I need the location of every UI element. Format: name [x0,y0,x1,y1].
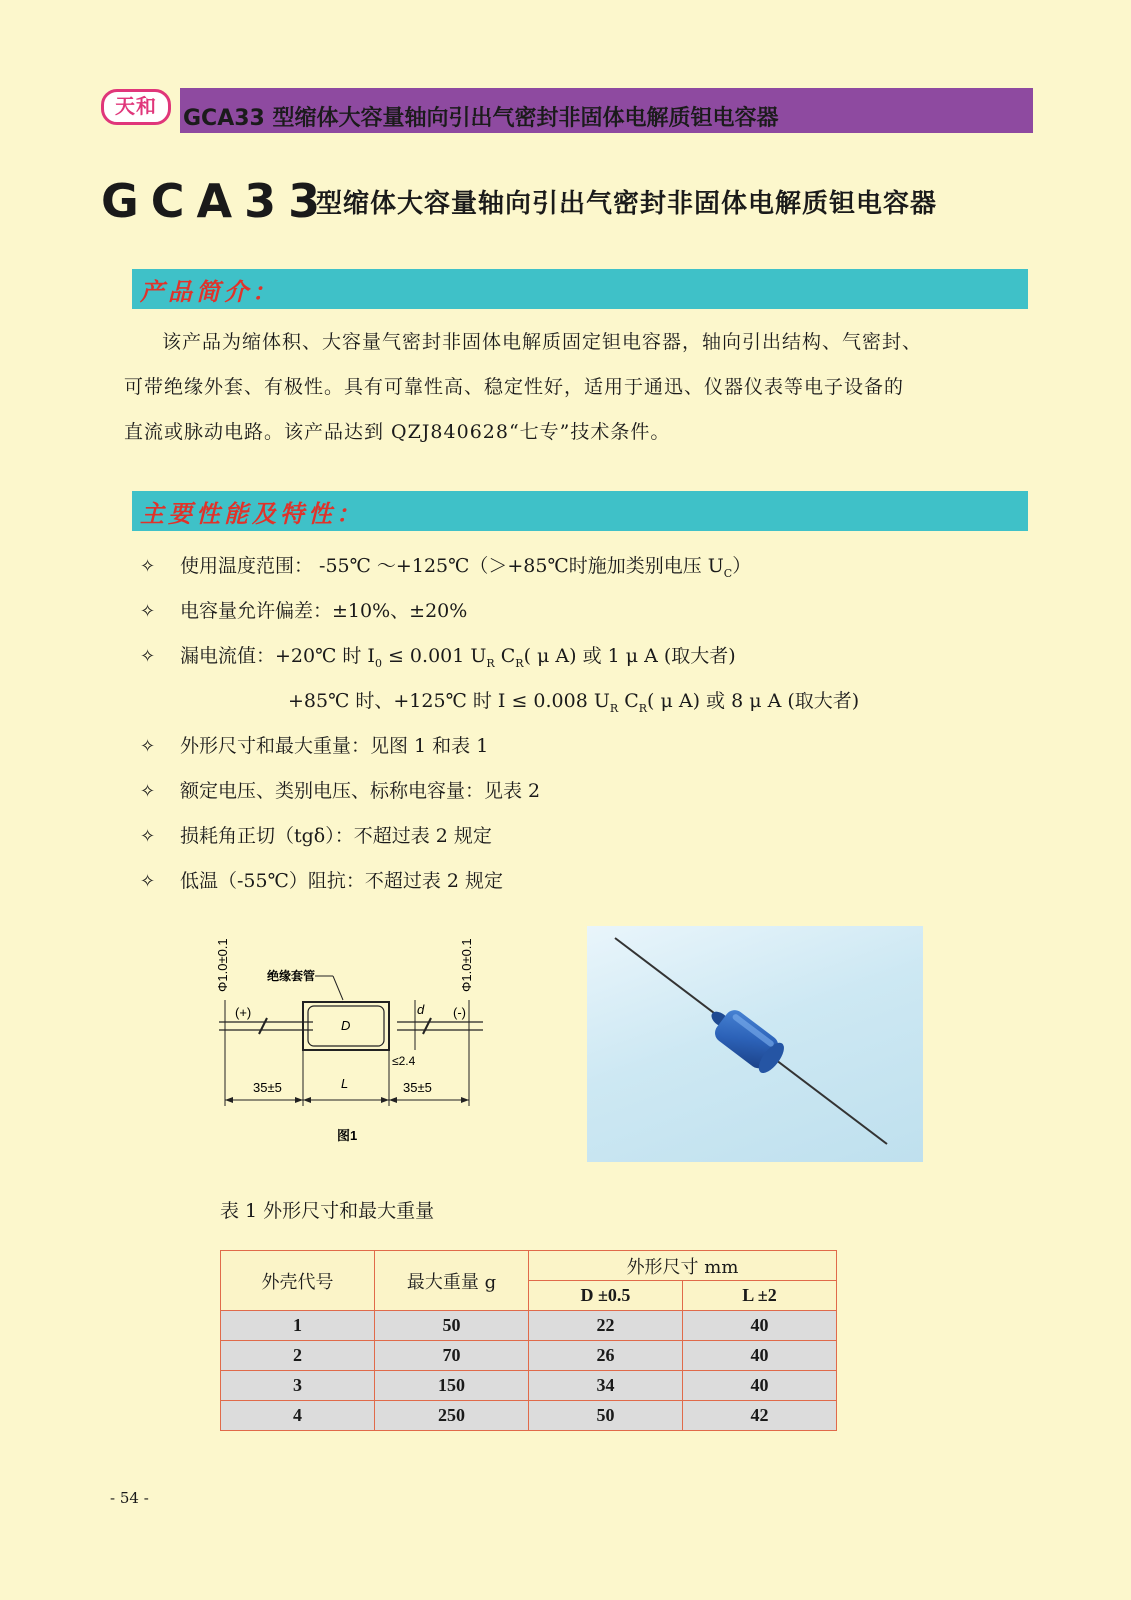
lead-diameter-label: d [417,1002,425,1017]
feature-text: 使用温度范围： -55℃ ～+125℃（＞+85℃时施加类别电压 U [180,555,724,577]
features-heading: 主要性能及特性： [140,499,364,528]
feature-text: 漏电流值：+20℃ 时 I [180,645,375,667]
feature-text: C [494,645,516,667]
subscript: R [609,701,619,715]
company-logo: 天和 [101,89,171,125]
feature-item-dimensions [140,731,488,758]
cell-l: 42 [683,1401,837,1431]
header-l: L ±2 [683,1281,837,1311]
bullet-icon: ✧ [140,601,156,622]
cell-weight: 250 [375,1401,529,1431]
product-model: GCA33 [101,174,333,228]
figure-caption: 图1 [337,1128,358,1143]
minus-label: (-) [453,1005,466,1020]
cell-l: 40 [683,1371,837,1401]
lead-diameter-right-label: Φ1.0±0.1 [459,938,474,992]
max-gap-label: ≤2.4 [392,1054,416,1068]
cell-d: 26 [529,1341,683,1371]
intro-line-2: 可带绝缘外套、有极性。具有可靠性高、稳定性好，适用于通迅、仪器仪表等电子设备的 [124,376,905,398]
bullet-icon: ✧ [140,871,156,892]
capacitor-image [587,926,923,1162]
cell-d: 34 [529,1371,683,1401]
feature-text: ） [732,555,752,577]
subscript: R [486,656,495,670]
features-section-bar [132,491,1028,531]
feature-text: ≤ 0.001 U [381,645,487,667]
body-diameter-label: D [341,1018,351,1033]
bullet-icon: ✧ [140,781,156,802]
cell-case: 3 [221,1371,375,1401]
intro-line-1: 该产品为缩体积、大容量气密封非固体电解质固定钽电容器，轴向引出结构、气密封、 [162,331,923,353]
cell-case: 1 [221,1311,375,1341]
subscript: R [638,701,648,715]
table-row [221,1311,837,1341]
bullet-icon: ✧ [140,646,156,667]
lead-diameter-left-label: Φ1.0±0.1 [215,938,230,992]
intro-section-bar [132,269,1028,309]
table-row [221,1341,837,1371]
cell-d: 22 [529,1311,683,1341]
plus-label: (+) [235,1005,252,1020]
table-header-row [221,1251,837,1281]
cell-l: 40 [683,1311,837,1341]
feature-text: 外形尺寸和最大重量：见图 1 和表 1 [180,735,489,757]
intro-line-3: 直流或脉动电路。该产品达到 QZJ840628“七专”技术条件。 [124,421,671,443]
page-title: 型缩体大容量轴向引出气密封非固体电解质钽电容器 [316,189,938,219]
feature-item-impedance [140,866,503,893]
header-max-weight: 最大重量 g [375,1251,529,1311]
feature-text: 损耗角正切（tgδ）：不超过表 2 规定 [180,825,492,847]
sleeve-label: 绝缘套管 [267,969,316,983]
cell-weight: 150 [375,1371,529,1401]
cell-case: 4 [221,1401,375,1431]
lead-length-right-label: 35±5 [403,1080,432,1095]
bullet-icon: ✧ [140,556,156,577]
bullet-icon: ✧ [140,736,156,757]
table-row [221,1371,837,1401]
intro-heading: 产品简介： [140,277,280,306]
feature-item-voltage [140,776,540,803]
dimension-diagram [215,930,485,1170]
dimensions-table [220,1250,837,1431]
feature-text: ( μ A) 或 8 μ A (取大者) [647,690,860,712]
table-caption: 表 1 外形尺寸和最大重量 [220,1200,435,1222]
feature-item-leakage-85 [288,686,859,715]
feature-item-tolerance [140,596,467,623]
header-case-code: 外壳代号 [221,1251,375,1311]
feature-text: 电容量允许偏差：±10%、±20% [180,600,468,622]
cell-l: 40 [683,1341,837,1371]
bullet-icon: ✧ [140,826,156,847]
header-dimensions: 外形尺寸 mm [529,1251,837,1281]
cell-case: 2 [221,1341,375,1371]
feature-item-leakage-20 [140,641,736,670]
product-photo [587,926,923,1162]
feature-item-temp [140,551,751,580]
feature-text: ( μ A) 或 1 μ A (取大者) [523,645,736,667]
cell-weight: 70 [375,1341,529,1371]
feature-text: 额定电压、类别电压、标称电容量：见表 2 [180,780,541,802]
cell-weight: 50 [375,1311,529,1341]
header-d: D ±0.5 [529,1281,683,1311]
header-title: GCA33 型缩体大容量轴向引出气密封非固体电解质钽电容器 [183,106,779,131]
table-row [221,1401,837,1431]
feature-text: C [618,690,639,712]
feature-text: +85℃ 时、+125℃ 时 I ≤ 0.008 U [288,690,610,712]
lead-length-left-label: 35±5 [253,1080,282,1095]
subscript: R [515,656,524,670]
feature-item-tangent [140,821,492,848]
subscript: C [723,566,733,580]
page-number: - 54 - [110,1489,149,1507]
feature-text: 低温（-55℃）阻抗：不超过表 2 规定 [180,870,504,892]
subscript: 0 [374,656,382,670]
cell-d: 50 [529,1401,683,1431]
body-length-label: L [341,1076,349,1091]
